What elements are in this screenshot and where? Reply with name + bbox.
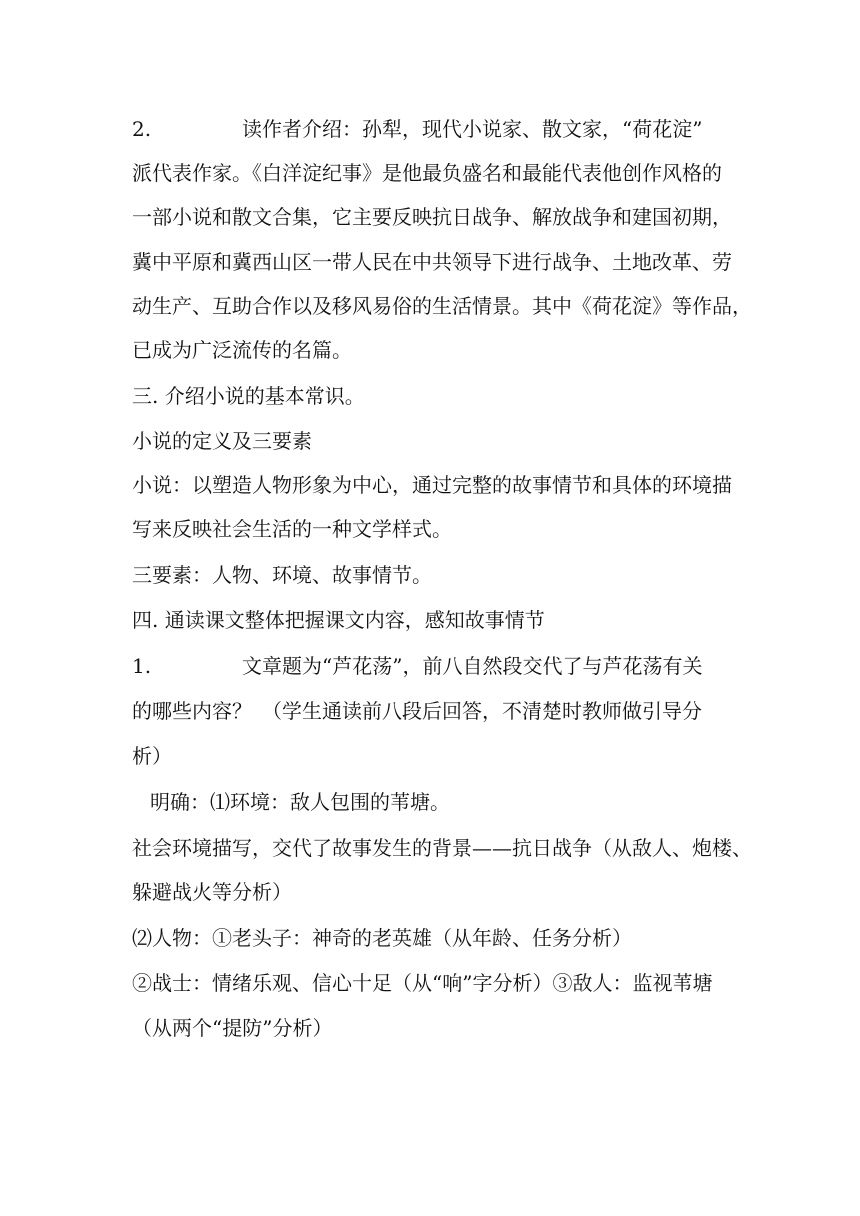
paragraph-line: 已成为广泛流传的名篇。 bbox=[132, 338, 352, 362]
paragraph-line-item-2 bbox=[132, 116, 702, 142]
paragraph-line: ⑵人物：①老头子：神奇的老英雄（从年龄、任务分析） bbox=[132, 926, 632, 950]
paragraph-line: 一部小说和散文合集，它主要反映抗日战争、解放战争和建国初期， bbox=[132, 205, 732, 229]
paragraph-line: 的哪些内容？ （学生通读前八段后回答，不清楚时教师做引导分 bbox=[132, 699, 702, 723]
line-text: 文章题为“芦花荡”，前八自然段交代了与芦花荡有关 bbox=[242, 654, 703, 678]
subheading: 小说的定义及三要素 bbox=[132, 429, 312, 453]
section-heading-4: 四. 通读课文整体把握课文内容，感知故事情节 bbox=[132, 608, 545, 632]
paragraph-line: 冀中平原和冀西山区一带人民在中共领导下进行战争、土地改革、劳 bbox=[132, 250, 732, 274]
list-number: 1. bbox=[132, 654, 152, 678]
line-text: 读作者介绍：孙犁，现代小说家、散文家，“荷花淀” bbox=[242, 117, 703, 141]
list-number: 2. bbox=[132, 117, 152, 141]
paragraph-line: 躲避战火等分析） bbox=[132, 880, 292, 904]
paragraph-line: 析） bbox=[132, 744, 172, 768]
paragraph-line: 写来反映社会生活的一种文学样式。 bbox=[132, 517, 452, 541]
paragraph-line: 动生产、互助合作以及移风易俗的生活情景。其中《荷花淀》等作品， bbox=[132, 294, 752, 318]
paragraph-line: （从两个“提防”分析） bbox=[132, 1016, 333, 1040]
section-heading-3: 三. 介绍小说的基本常识。 bbox=[132, 384, 365, 408]
paragraph-line: 派代表作家。《白洋淀纪事》是他最负盛名和最能代表他创作风格的 bbox=[132, 161, 722, 185]
paragraph-line: ②战士：情绪乐观、信心十足（从“响”字分析）③敌人：监视苇塘 bbox=[132, 971, 713, 995]
paragraph-line: 小说：以塑造人物形象为中心，通过完整的故事情节和具体的环境描 bbox=[132, 473, 732, 497]
paragraph-line-item-1 bbox=[132, 653, 702, 679]
paragraph-line: 明确：⑴环境：敌人包围的苇塘。 bbox=[150, 790, 450, 814]
paragraph-line: 三要素：人物、环境、故事情节。 bbox=[132, 563, 432, 587]
paragraph-line: 社会环境描写，交代了故事发生的背景——抗日战争（从敌人、炮楼、 bbox=[132, 836, 752, 860]
